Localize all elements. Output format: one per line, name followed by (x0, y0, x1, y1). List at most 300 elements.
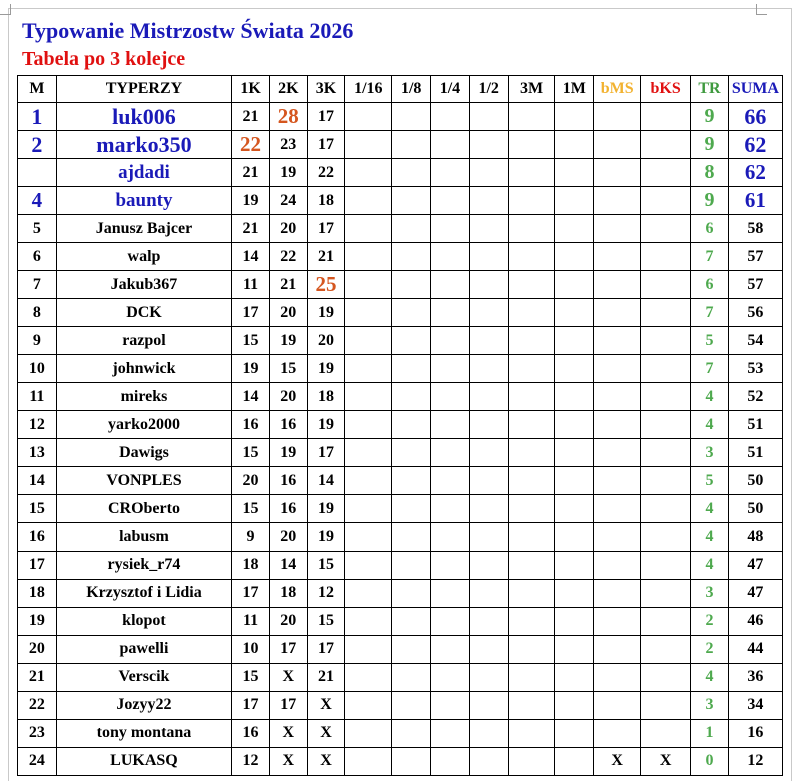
final-cell (555, 495, 594, 523)
third-place-cell (508, 411, 555, 439)
round-2-cell (269, 271, 307, 299)
third-place-cell (508, 495, 555, 523)
semifinal-cell (469, 159, 508, 187)
round-of-16-cell (345, 327, 392, 355)
bks-cell (641, 271, 691, 299)
suma-cell-value: 12 (747, 752, 764, 770)
round-1-8-cell (392, 551, 431, 579)
tr-cell-value: 7 (705, 247, 714, 265)
tr-cell-value: 4 (705, 668, 714, 686)
player-name-cell-value: razpol (122, 331, 166, 349)
round-2-cell-value: 20 (280, 612, 297, 630)
third-place-cell (508, 327, 555, 355)
tr-cell-value: 4 (705, 556, 714, 574)
bms-cell (594, 691, 641, 719)
header-semifinal: 1/2 (469, 76, 508, 103)
round-3-cell-value: 18 (318, 387, 335, 405)
bms-cell (594, 719, 641, 747)
third-place-cell (508, 719, 555, 747)
round-1-8-cell (392, 327, 431, 355)
header-players: TYPERZY (56, 76, 231, 103)
round-of-16-cell (345, 691, 392, 719)
position-cell (18, 299, 57, 327)
round-1-4-cell (431, 551, 470, 579)
round-3-cell (307, 691, 345, 719)
round-2-cell-value: 24 (280, 191, 297, 209)
final-cell (555, 607, 594, 635)
suma-cell (728, 495, 782, 523)
suma-cell (728, 159, 782, 187)
round-2-cell (269, 243, 307, 271)
semifinal-cell (469, 635, 508, 663)
position-cell (18, 215, 57, 243)
position-cell (18, 159, 57, 187)
suma-cell (728, 327, 782, 355)
round-1-8-cell (392, 607, 431, 635)
round-3-cell (307, 551, 345, 579)
bks-cell (641, 243, 691, 271)
round-1-cell (232, 663, 270, 691)
suma-cell (728, 215, 782, 243)
position-cell-value: 13 (28, 443, 45, 461)
semifinal-cell (469, 495, 508, 523)
bks-cell (641, 327, 691, 355)
player-name-cell-value: rysiek_r74 (107, 556, 181, 574)
page-corner-mark-left (0, 4, 11, 15)
round-1-4-cell (431, 383, 470, 411)
player-name-cell-value: marko350 (96, 131, 192, 157)
round-of-16-cell (345, 215, 392, 243)
round-1-cell (232, 299, 270, 327)
round-1-8-cell (392, 187, 431, 215)
round-3-cell-value: 19 (318, 359, 335, 377)
final-cell (555, 551, 594, 579)
round-2-cell-value: X (282, 668, 295, 686)
round-2-cell (269, 747, 307, 775)
bks-cell (641, 607, 691, 635)
round-of-16-cell (345, 271, 392, 299)
player-name-cell-value: DCK (126, 303, 162, 321)
round-of-16-cell (345, 383, 392, 411)
table-row (18, 523, 783, 551)
round-3-cell-value: 21 (318, 247, 335, 265)
semifinal-cell (469, 327, 508, 355)
position-cell (18, 383, 57, 411)
third-place-cell (508, 159, 555, 187)
round-1-cell (232, 607, 270, 635)
round-of-16-cell (345, 467, 392, 495)
final-cell (555, 383, 594, 411)
bms-cell (594, 243, 641, 271)
bms-cell (594, 551, 641, 579)
position-cell-value: 24 (28, 752, 45, 770)
tr-cell (691, 131, 729, 159)
tr-cell (691, 579, 729, 607)
round-2-cell (269, 355, 307, 383)
player-name-cell (56, 215, 231, 243)
final-cell (555, 215, 594, 243)
round-3-cell-value: 17 (318, 135, 335, 153)
round-1-8-cell (392, 523, 431, 551)
round-1-4-cell (431, 691, 470, 719)
bms-cell (594, 467, 641, 495)
position-cell-value: 6 (32, 247, 41, 265)
third-place-cell (508, 523, 555, 551)
position-cell (18, 663, 57, 691)
player-name-cell (56, 579, 231, 607)
suma-cell-value: 61 (744, 188, 766, 213)
position-cell-value: 14 (28, 471, 45, 489)
third-place-cell (508, 131, 555, 159)
table-row (18, 747, 783, 775)
tr-cell-value: 9 (704, 133, 715, 156)
tr-cell (691, 607, 729, 635)
third-place-cell (508, 103, 555, 131)
round-1-4-cell (431, 495, 470, 523)
bms-cell (594, 579, 641, 607)
round-1-8-cell (392, 355, 431, 383)
position-cell (18, 551, 57, 579)
header-quarterfinal-1-4: 1/4 (431, 76, 470, 103)
bms-cell (594, 523, 641, 551)
round-1-cell (232, 215, 270, 243)
table-row (18, 299, 783, 327)
round-2-cell (269, 467, 307, 495)
player-name-cell (56, 299, 231, 327)
round-1-cell-value: 15 (242, 499, 259, 517)
round-1-cell-value: 11 (242, 612, 259, 630)
round-1-8-cell (392, 691, 431, 719)
round-1-cell (232, 439, 270, 467)
third-place-cell (508, 383, 555, 411)
round-1-8-cell (392, 159, 431, 187)
player-name-cell (56, 663, 231, 691)
position-cell (18, 103, 57, 131)
round-2-cell-value: 28 (277, 104, 299, 129)
header-suma: SUMA (728, 76, 782, 103)
round-1-4-cell (431, 103, 470, 131)
round-2-cell (269, 579, 307, 607)
tr-cell-value: 3 (705, 584, 714, 602)
round-3-cell-value: 19 (318, 303, 335, 321)
round-1-cell-value: 22 (240, 132, 262, 157)
round-3-cell-value: 19 (318, 415, 335, 433)
round-1-cell (232, 551, 270, 579)
player-name-cell (56, 719, 231, 747)
tr-cell (691, 187, 729, 215)
player-name-cell-value: mireks (120, 387, 168, 405)
player-name-cell-value: Verscik (118, 668, 170, 686)
round-1-8-cell (392, 439, 431, 467)
round-of-16-cell (345, 579, 392, 607)
suma-cell (728, 523, 782, 551)
bks-cell (641, 579, 691, 607)
round-3-cell-value: 17 (318, 219, 335, 237)
round-3-cell (307, 243, 345, 271)
round-1-cell-value: 17 (242, 584, 259, 602)
suma-cell (728, 103, 782, 131)
position-cell-value: 18 (28, 584, 45, 602)
round-1-8-cell (392, 103, 431, 131)
semifinal-cell (469, 523, 508, 551)
round-1-4-cell (431, 439, 470, 467)
tr-cell (691, 103, 729, 131)
suma-cell-value: 47 (747, 556, 764, 574)
round-2-cell-value: 20 (280, 387, 297, 405)
player-name-cell-value: Jozyy22 (116, 696, 172, 714)
header-bms: bMS (594, 76, 641, 103)
final-cell (555, 439, 594, 467)
round-2-cell-value: 22 (280, 247, 297, 265)
player-name-cell-value: walp (127, 247, 161, 265)
round-2-cell-value: 17 (280, 640, 297, 658)
tr-cell (691, 439, 729, 467)
final-cell (555, 523, 594, 551)
semifinal-cell (469, 719, 508, 747)
round-1-cell-value: 15 (242, 668, 259, 686)
round-2-cell (269, 635, 307, 663)
position-cell (18, 579, 57, 607)
table-row (18, 635, 783, 663)
player-name-cell (56, 467, 231, 495)
suma-cell (728, 411, 782, 439)
bms-cell (594, 327, 641, 355)
round-2-cell (269, 523, 307, 551)
round-of-16-cell (345, 103, 392, 131)
round-1-cell-value: 19 (242, 359, 259, 377)
bks-cell (641, 411, 691, 439)
round-3-cell-value: 15 (318, 556, 335, 574)
bks-cell-value: X (659, 752, 672, 770)
round-2-cell (269, 327, 307, 355)
tr-cell-value: 7 (705, 359, 714, 377)
position-cell-value: 15 (28, 499, 45, 517)
round-2-cell (269, 495, 307, 523)
tr-cell (691, 635, 729, 663)
player-name-cell (56, 131, 231, 159)
suma-cell (728, 663, 782, 691)
bks-cell (641, 299, 691, 327)
round-3-cell-value: X (320, 724, 332, 742)
third-place-cell (508, 215, 555, 243)
tr-cell (691, 663, 729, 691)
suma-cell (728, 719, 782, 747)
round-1-8-cell (392, 131, 431, 159)
table-row (18, 691, 783, 719)
player-name-cell-value: labusm (119, 527, 169, 545)
round-1-cell (232, 467, 270, 495)
bms-cell (594, 299, 641, 327)
round-1-cell (232, 635, 270, 663)
bms-cell (594, 215, 641, 243)
tr-cell-value: 3 (705, 696, 714, 714)
position-cell-value: 2 (31, 131, 43, 157)
third-place-cell (508, 747, 555, 775)
round-3-cell (307, 439, 345, 467)
suma-cell (728, 607, 782, 635)
round-2-cell-value: 19 (280, 443, 297, 461)
position-cell-value: 9 (32, 331, 41, 349)
standings-table (17, 75, 783, 776)
player-name-cell (56, 103, 231, 131)
round-1-8-cell (392, 635, 431, 663)
player-name-cell (56, 187, 231, 215)
round-3-cell-value: 22 (318, 163, 335, 181)
player-name-cell-value: johnwick (112, 359, 176, 377)
round-1-4-cell (431, 635, 470, 663)
bks-cell (641, 187, 691, 215)
round-1-cell (232, 131, 270, 159)
table-row (18, 131, 783, 159)
round-1-8-cell (392, 383, 431, 411)
position-cell (18, 691, 57, 719)
position-cell-value: 16 (28, 527, 45, 545)
tr-cell-value: 6 (705, 275, 714, 293)
round-of-16-cell (345, 439, 392, 467)
position-cell (18, 719, 57, 747)
round-3-cell (307, 579, 345, 607)
tr-cell-value: 5 (705, 331, 714, 349)
bms-cell (594, 607, 641, 635)
header-tr: TR (691, 76, 729, 103)
round-1-4-cell (431, 243, 470, 271)
round-1-cell (232, 271, 270, 299)
player-name-cell-value: ajdadi (118, 161, 170, 183)
final-cell (555, 467, 594, 495)
table-row (18, 271, 783, 299)
final-cell (555, 159, 594, 187)
suma-cell-value: 50 (747, 499, 764, 517)
round-2-cell-value: X (282, 752, 295, 770)
player-name-cell (56, 327, 231, 355)
table-row (18, 719, 783, 747)
bms-cell (594, 159, 641, 187)
round-2-cell-value: 19 (280, 331, 297, 349)
final-cell (555, 243, 594, 271)
round-3-cell-value: 12 (318, 584, 335, 602)
suma-cell-value: 46 (747, 612, 764, 630)
player-name-cell-value: Dawigs (119, 443, 169, 461)
round-1-4-cell (431, 355, 470, 383)
table-row (18, 439, 783, 467)
final-cell (555, 355, 594, 383)
round-1-cell-value: 20 (242, 471, 259, 489)
suma-cell (728, 747, 782, 775)
round-1-cell-value: 21 (242, 163, 259, 181)
round-of-16-cell (345, 299, 392, 327)
header-quarterfinal-1-8: 1/8 (392, 76, 431, 103)
round-2-cell-value: 16 (280, 499, 297, 517)
bms-cell (594, 663, 641, 691)
suma-cell (728, 271, 782, 299)
round-2-cell-value: 20 (280, 303, 297, 321)
semifinal-cell (469, 551, 508, 579)
round-1-cell (232, 159, 270, 187)
final-cell (555, 327, 594, 355)
round-2-cell-value: 16 (280, 471, 297, 489)
suma-cell-value: 44 (747, 640, 764, 658)
position-cell-value: 12 (28, 415, 45, 433)
round-2-cell-value: 20 (280, 219, 297, 237)
bks-cell (641, 131, 691, 159)
suma-cell-value: 62 (744, 131, 767, 157)
header-round-of-16: 1/16 (345, 76, 392, 103)
round-1-4-cell (431, 271, 470, 299)
round-1-cell-value: 9 (246, 527, 255, 545)
round-2-cell-value: 23 (280, 135, 297, 153)
round-1-cell (232, 523, 270, 551)
tr-cell (691, 271, 729, 299)
tr-cell (691, 243, 729, 271)
standings-body (18, 103, 783, 776)
tr-cell-value: 5 (705, 471, 714, 489)
tr-cell (691, 355, 729, 383)
semifinal-cell (469, 411, 508, 439)
bks-cell (641, 691, 691, 719)
table-row (18, 607, 783, 635)
round-2-cell (269, 551, 307, 579)
round-3-cell-value: 19 (318, 499, 335, 517)
table-row (18, 355, 783, 383)
position-cell (18, 187, 57, 215)
round-of-16-cell (345, 495, 392, 523)
bms-cell (594, 383, 641, 411)
round-of-16-cell (345, 747, 392, 775)
table-row (18, 243, 783, 271)
round-2-cell (269, 663, 307, 691)
round-of-16-cell (345, 159, 392, 187)
round-3-cell-value: X (320, 752, 332, 770)
final-cell (555, 103, 594, 131)
table-row (18, 495, 783, 523)
bks-cell (641, 355, 691, 383)
round-of-16-cell (345, 355, 392, 383)
round-3-cell (307, 355, 345, 383)
round-1-cell (232, 187, 270, 215)
table-row (18, 411, 783, 439)
tr-cell-value: 7 (705, 303, 714, 321)
round-1-cell (232, 327, 270, 355)
round-2-cell-value: 20 (280, 527, 297, 545)
round-2-cell (269, 187, 307, 215)
position-cell (18, 523, 57, 551)
position-cell-value: 10 (28, 359, 45, 377)
semifinal-cell (469, 691, 508, 719)
tr-cell (691, 719, 729, 747)
bms-cell (594, 187, 641, 215)
position-cell-value: 11 (29, 387, 45, 405)
round-3-cell (307, 467, 345, 495)
suma-cell (728, 131, 782, 159)
player-name-cell (56, 271, 231, 299)
round-1-cell (232, 747, 270, 775)
round-1-cell-value: 19 (242, 191, 259, 209)
header-round-3: 3K (307, 76, 345, 103)
header-third-place: 3M (508, 76, 555, 103)
round-3-cell-value: 15 (318, 612, 335, 630)
tr-cell (691, 383, 729, 411)
round-1-cell (232, 691, 270, 719)
suma-cell-value: 53 (747, 359, 764, 377)
position-cell-value: 22 (28, 696, 45, 714)
final-cell (555, 187, 594, 215)
tr-cell-value: 9 (704, 105, 715, 128)
round-3-cell (307, 103, 345, 131)
tr-cell (691, 299, 729, 327)
round-1-4-cell (431, 187, 470, 215)
semifinal-cell (469, 187, 508, 215)
player-name-cell-value: tony montana (96, 724, 192, 742)
